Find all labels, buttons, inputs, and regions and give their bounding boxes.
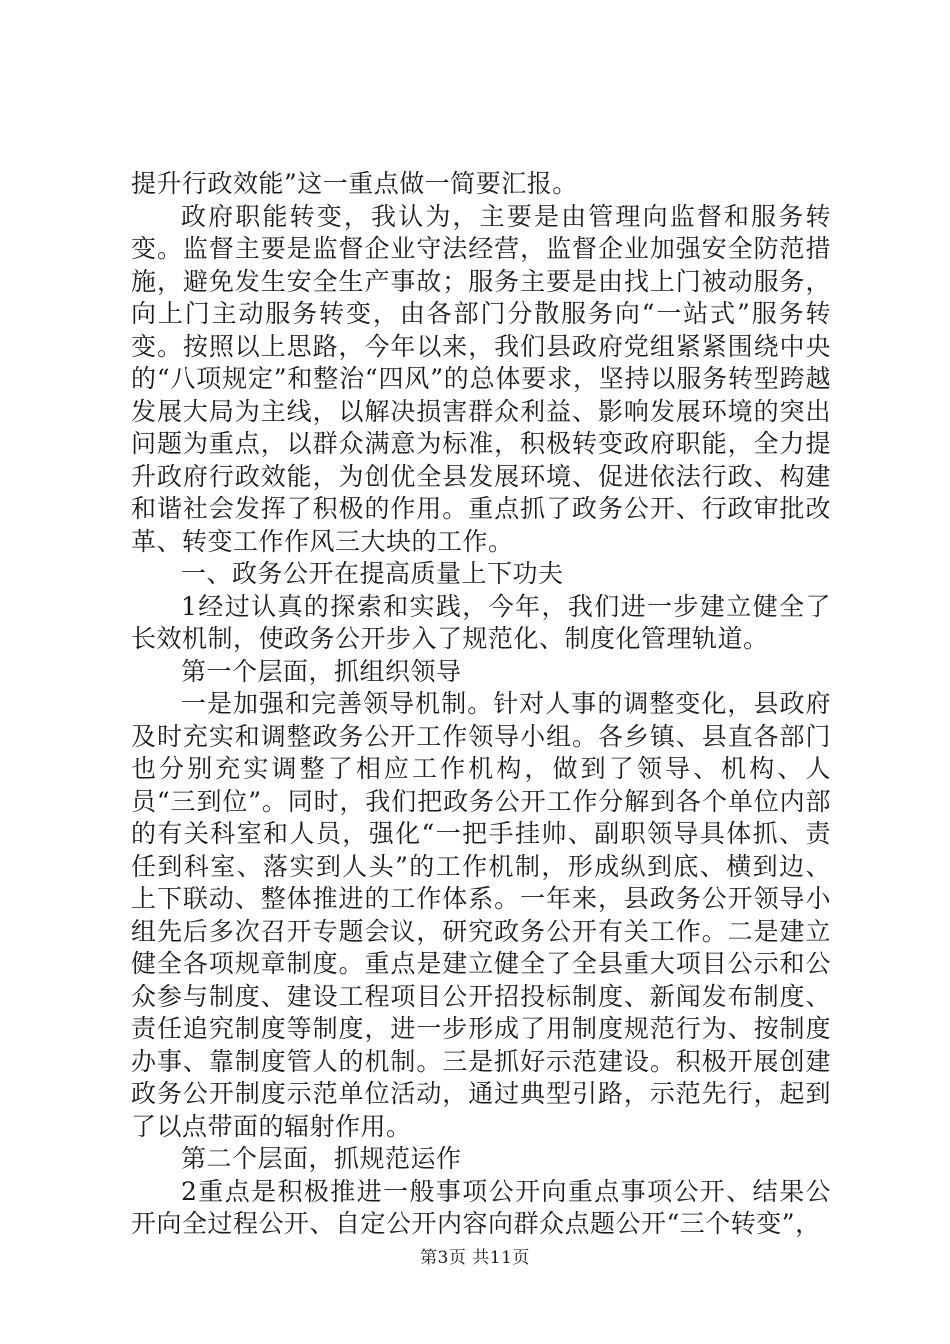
page-number: 第3页 [420, 1248, 467, 1268]
paragraph: 第二个层面，抓规范运作 [181, 1144, 462, 1173]
paragraph: 一、政务公开在提高质量上下功夫 [181, 559, 564, 588]
paragraph: 一是加强和完善领导机制。针对人事的调整变化，县政府及时充实和调整政务公开工作领导小组。各乡镇、县直各部门也分别充实调整了相应工作机构，做到了领导、机构、人员“三到位”。同时，我们把政务公开工作分解到各个单位内部的有关科室和人员，强化“一把手挂帅、副职领导具体抓、责任到科室、落实到人头”的工作机制，形成纵到底、横到边、上下联动、整体推进的工作体系。一年来，县政务公开领导小组先后多次召开专题会议，研究政务公开有关工作。二是建立健全各项规章制度。重点是建立健全了全县重大项目公示和公众参与制度、建设工程项目公开招投标制度、新闻发布制度、责任追究制度等制度，进一步形成了用制度规范行为、按制度办事、靠制度管人的机制。三是抓好示范建设。积极开展创建政务公开制度示范单位活动，通过典型引路，示范先行，起到了以点带面的辐射作用。 [131, 689, 831, 1141]
page-footer [0, 1243, 950, 1268]
document-body [131, 168, 831, 1241]
paragraph: 提升行政效能”这一重点做一简要汇报。 [131, 169, 578, 198]
paragraph: 第一个层面，抓组织领导 [181, 656, 462, 686]
paragraph: 2重点是积极推进一般事项公开向重点事项公开、结果公开向全过程公开、自定公开内容向群众点题公开“三个转变”， [131, 1176, 831, 1238]
paragraph: 政府职能转变，我认为，主要是由管理向监督和服务转变。监督主要是监督企业守法经营，监督企业加强安全防范措施，避免发生安全生产事故；服务主要是由找上门被动服务，向上门主动服务转变，由各部门分散服务向“一站式”服务转变。按照以上思路，今年以来，我们县政府党组紧紧围绕中央的“八项规定”和整治“四风”的总体要求，坚持以服务转型跨越发展大局为主线，以解决损害群众利益、影响发展环境的突出问题为重点，以群众满意为标准，积极转变政府职能，全力提升政府行政效能，为创优全县发展环境、促进依法行政、构建和谐社会发挥了积极的作用。重点抓了政务公开、行政审批改革、转变工作作风三大块的工作。 [131, 201, 831, 556]
paragraph: 1经过认真的探索和实践，今年，我们进一步建立健全了长效机制，使政务公开步入了规范化、制度化管理轨道。 [131, 591, 831, 653]
page-total: 共11页 [472, 1248, 530, 1268]
